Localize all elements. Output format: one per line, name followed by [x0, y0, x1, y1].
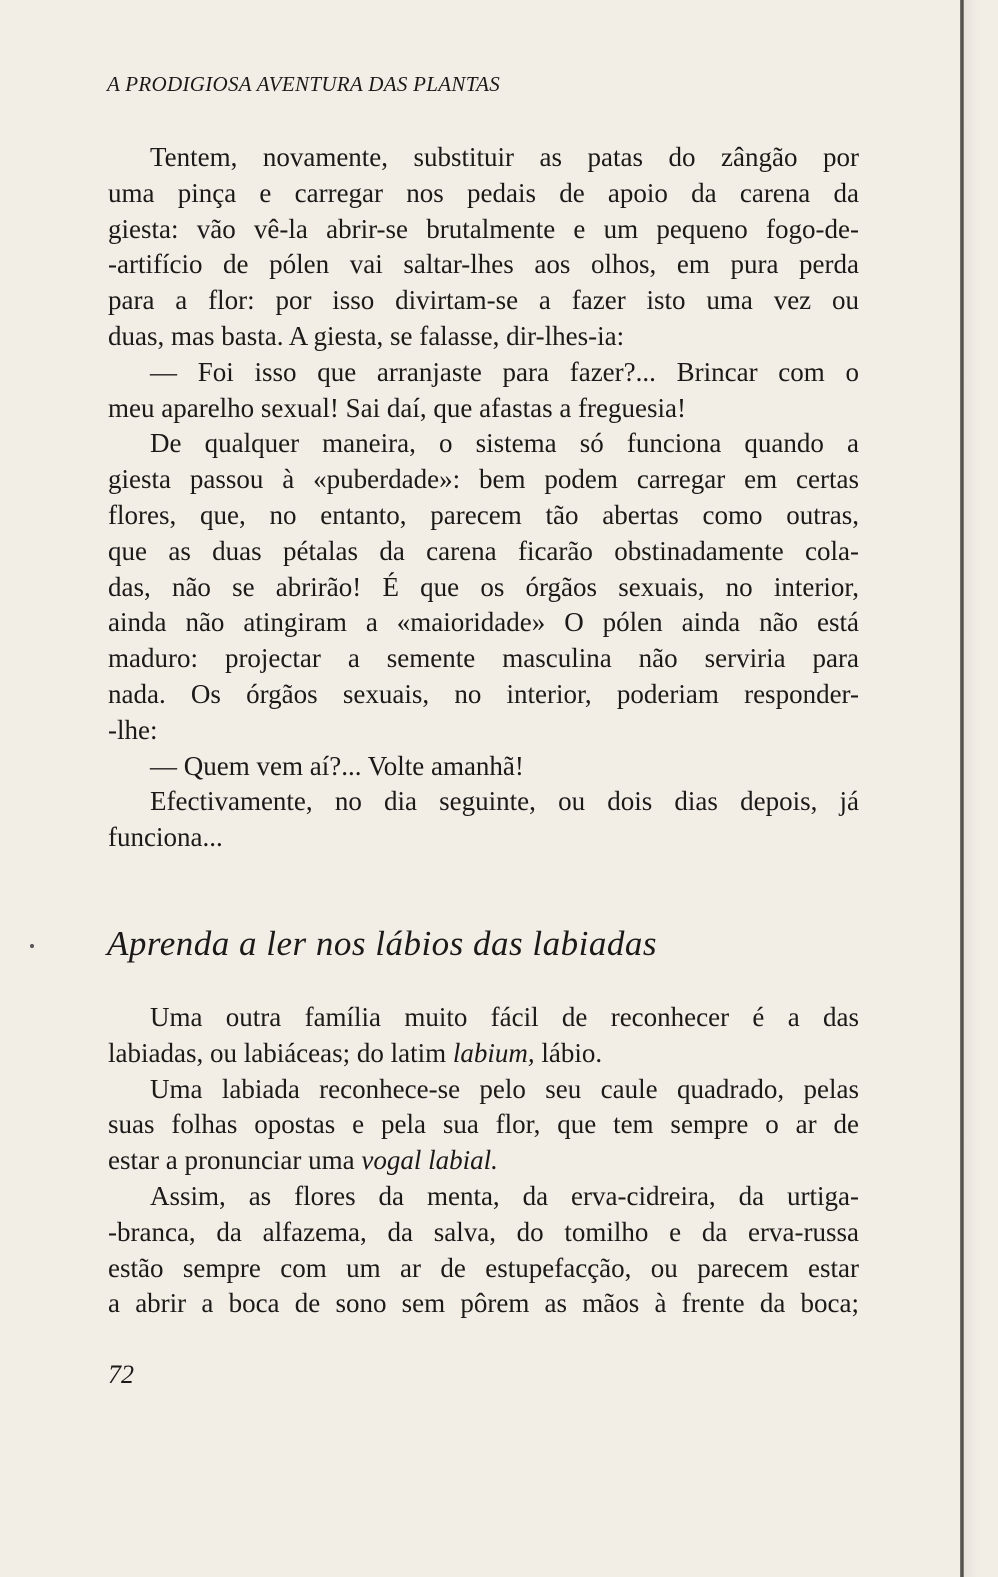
text-line — [108, 1143, 859, 1179]
text-line: -branca, da alfazema, da salva, do tomilho e da erva-russa — [108, 1216, 859, 1247]
text-line: a abrir a boca de sono sem pôrem as mãos à frente da boca; — [108, 1288, 859, 1319]
text-line: estão sempre com um ar de estupefacção, ou parecem estar — [108, 1252, 859, 1283]
margin-mark — [30, 944, 34, 948]
body-text-top — [108, 140, 859, 856]
text-line: ainda não atingiram a «maioridade» O pólen ainda não está — [108, 607, 859, 638]
text-line: maduro: projectar a semente masculina não serviria para — [108, 643, 859, 674]
emphasis-term: vogal labial. — [361, 1145, 498, 1176]
text-line — [108, 1036, 859, 1072]
text-line: flores, que, no entanto, parecem tão abertas como outras, — [108, 499, 859, 530]
text-line: nada. Os órgãos sexuais, no interior, poderiam responder- — [108, 678, 859, 709]
page-number: 72 — [108, 1360, 134, 1389]
text-line: Uma labiada reconhece-se pelo seu caule quadrado, pelas — [150, 1073, 859, 1104]
text-run: labiadas, ou labiáceas; do latim — [108, 1037, 453, 1068]
body-text-bottom — [108, 1000, 859, 1322]
text-line: funciona... — [108, 822, 223, 853]
latin-term: labium, — [452, 1037, 535, 1068]
text-line: duas, mas basta. A giesta, se falasse, dir-lhes-ia: — [108, 320, 625, 351]
text-line: Efectivamente, no dia seguinte, ou dois dias depois, já — [150, 786, 859, 817]
text-line: que as duas pétalas da carena ficarão obstinadamente cola- — [108, 535, 859, 566]
text-line: meu aparelho sexual! Sai daí, que afastas a freguesia! — [108, 392, 686, 423]
text-line: giesta passou à «puberdade»: bem podem carregar em certas — [108, 464, 859, 495]
text-line: -artifício de pólen vai saltar-lhes aos olhos, em pura perda — [108, 249, 859, 280]
dialogue-line: — Quem vem aí?... Volte amanhã! — [150, 750, 524, 781]
text-line: suas folhas opostas e pela sua flor, que tem sempre o ar de — [108, 1109, 859, 1140]
text-run: estar a pronunciar uma — [108, 1145, 362, 1176]
text-run: lábio. — [534, 1037, 603, 1068]
text-line: giesta: vão vê-la abrir-se brutalmente e um pequeno fogo-de- — [108, 213, 859, 244]
section-heading: Aprenda a ler nos lábios das labiadas — [107, 924, 657, 963]
page-edge — [960, 0, 964, 1577]
text-line: De qualquer maneira, o sistema só funciona quando a — [150, 428, 859, 459]
text-line: uma pinça e carregar nos pedais de apoio da carena da — [108, 177, 859, 208]
text-line: para a flor: por isso divirtam-se a fazer isto uma vez ou — [108, 285, 859, 316]
text-line: Uma outra família muito fácil de reconhecer é a das — [150, 1002, 859, 1032]
text-line: Assim, as flores da menta, da erva-cidreira, da urtiga- — [150, 1180, 859, 1211]
dialogue-line: — Foi isso que arranjaste para fazer?... Brincar com o — [150, 356, 859, 387]
running-head: A PRODIGIOSA AVENTURA DAS PLANTAS — [107, 72, 501, 96]
text-line: Tentem, novamente, substituir as patas do zângão por — [150, 142, 859, 172]
text-line: -lhe: — [108, 714, 158, 745]
text-line: das, não se abrirão! É que os órgãos sexuais, no interior, — [108, 571, 859, 602]
